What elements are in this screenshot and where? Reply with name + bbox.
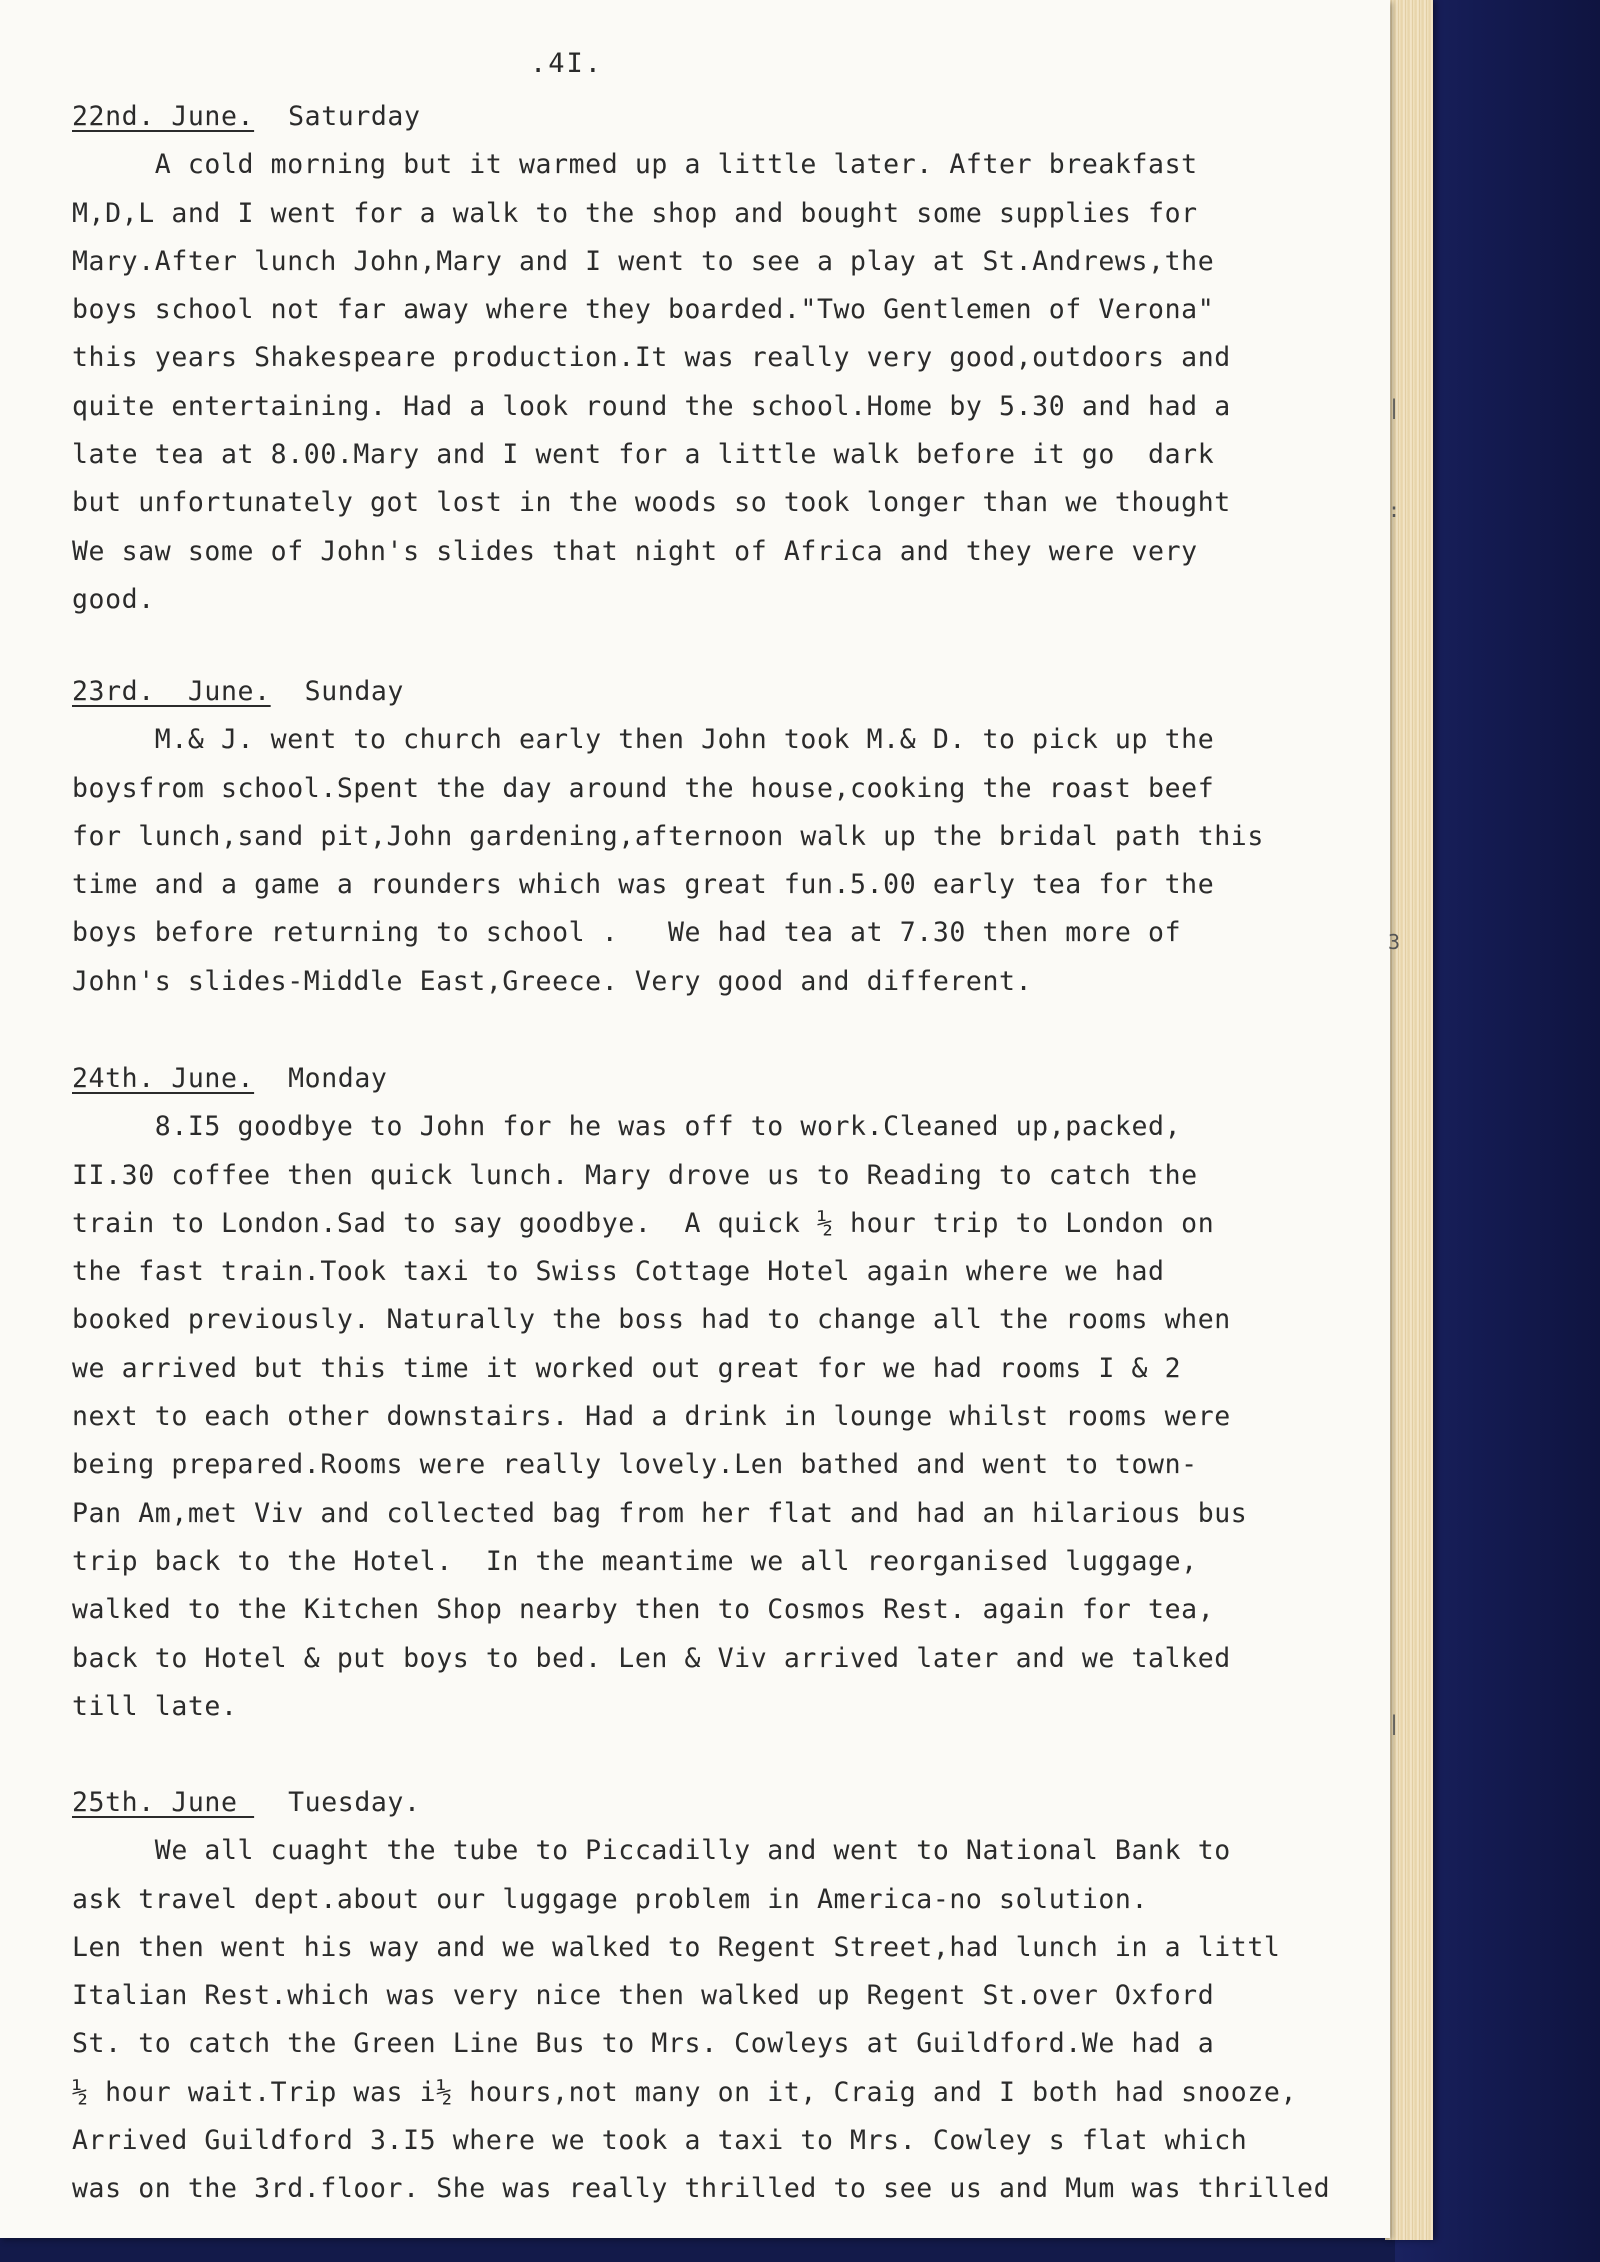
entry-line: quite entertaining. Had a look round the school.Home by 5.30 and had a — [72, 390, 1231, 422]
entry-line: being prepared.Rooms were really lovely.Len bathed and went to town- — [72, 1449, 1198, 1481]
entry-day: Monday — [288, 1063, 388, 1094]
entry-date: 25th. June — [72, 1787, 255, 1818]
entry-line: ask travel dept.about our luggage problem in America-no solution. — [72, 1883, 1149, 1915]
diary-entry-june-25 — [72, 1779, 1372, 2214]
entry-line: boysfrom school.Spent the day around the house,cooking the roast beef — [72, 772, 1215, 804]
entry-heading — [72, 1779, 1372, 1827]
entry-line: walked to the Kitchen Shop nearby then to Cosmos Rest. again for tea, — [72, 1594, 1215, 1626]
entry-day: Saturday — [288, 101, 421, 132]
diary-entry-june-24 — [72, 1055, 1372, 1731]
entry-line: We saw some of John's slides that night of Africa and they were very — [72, 535, 1198, 567]
entry-day: Sunday — [304, 676, 404, 707]
entry-date: 22nd. June. — [72, 101, 255, 132]
show-through-mark: : — [1388, 498, 1401, 522]
entry-line: till late. — [72, 1690, 238, 1722]
entry-day: Tuesday. — [288, 1787, 421, 1818]
entry-line: boys before returning to school . We had tea at 7.30 then more of — [72, 917, 1182, 949]
show-through-marks — [1388, 0, 1408, 2240]
entry-line: but unfortunately got lost in the woods so took longer than we thought — [72, 487, 1231, 519]
entry-line: M.& J. went to church early then John took M.& D. to pick up the — [72, 724, 1215, 756]
page-number: .4I. — [530, 48, 604, 79]
entry-line: good. — [72, 583, 155, 615]
entry-line: Len then went his way and we walked to Regent Street,had lunch in a littl — [72, 1931, 1281, 1963]
entry-date: 24th. June. — [72, 1063, 255, 1094]
show-through-mark: | — [1388, 395, 1401, 419]
entry-line: next to each other downstairs. Had a drink in lounge whilst rooms were — [72, 1401, 1231, 1433]
entry-line: John's slides-Middle East,Greece. Very good and different. — [72, 965, 1033, 997]
entry-line: this years Shakespeare production.It was really very good,outdoors and — [72, 342, 1231, 374]
entry-line: booked previously. Naturally the boss had to change all the rooms when — [72, 1304, 1231, 1336]
entry-heading — [72, 93, 1372, 141]
entry-line: Pan Am,met Viv and collected bag from her flat and had an hilarious bus — [72, 1497, 1248, 1529]
show-through-mark: | — [1388, 1711, 1401, 1735]
entry-line: time and a game a rounders which was great fun.5.00 early tea for the — [72, 869, 1215, 901]
entry-date: 23rd. June. — [72, 676, 271, 707]
diary-entry-june-23 — [72, 668, 1372, 1006]
entry-line: Italian Rest.which was very nice then walked up Regent St.over Oxford — [72, 1980, 1215, 2012]
entry-line: 8.I5 goodbye to John for he was off to work.Cleaned up,packed, — [72, 1111, 1182, 1143]
entry-line: was on the 3rd.floor. She was really thrilled to see us and Mum was thrilled — [72, 2173, 1331, 2205]
entry-line: II.30 coffee then quick lunch. Mary drove us to Reading to catch the — [72, 1159, 1198, 1191]
entry-line: Arrived Guildford 3.I5 where we took a taxi to Mrs. Cowley s flat which — [72, 2125, 1248, 2157]
entry-line: trip back to the Hotel. In the meantime we all reorganised luggage, — [72, 1545, 1198, 1577]
entry-line: M,D,L and I went for a walk to the shop and bought some supplies for — [72, 197, 1198, 229]
diary-entry-june-22 — [72, 93, 1372, 624]
entry-line: back to Hotel & put boys to bed. Len & Viv arrived later and we talked — [72, 1642, 1231, 1674]
entry-line: for lunch,sand pit,John gardening,afternoon walk up the bridal path this — [72, 820, 1264, 852]
entry-heading — [72, 668, 1372, 716]
entry-line: St. to catch the Green Line Bus to Mrs. Cowleys at Guildford.We had a — [72, 2028, 1215, 2060]
show-through-mark: 3 — [1388, 930, 1401, 954]
entry-line: train to London.Sad to say goodbye. A quick ½ hour trip to London on — [72, 1207, 1215, 1239]
entry-line: A cold morning but it warmed up a little later. After breakfast — [72, 149, 1198, 181]
entry-line: boys school not far away where they boarded."Two Gentlemen of Verona" — [72, 294, 1215, 326]
entry-line: we arrived but this time it worked out great for we had rooms I & 2 — [72, 1352, 1182, 1384]
entry-line: ½ hour wait.Trip was i½ hours,not many on it, Craig and I both had snooze, — [72, 2076, 1298, 2108]
entry-heading — [72, 1055, 1372, 1103]
entry-line: late tea at 8.00.Mary and I went for a little walk before it go dark — [72, 439, 1215, 471]
entry-line: We all cuaght the tube to Piccadilly and went to National Bank to — [72, 1835, 1231, 1867]
entry-line: the fast train.Took taxi to Swiss Cottage Hotel again where we had — [72, 1256, 1165, 1288]
entry-line: Mary.After lunch John,Mary and I went to see a play at St.Andrews,the — [72, 245, 1215, 277]
